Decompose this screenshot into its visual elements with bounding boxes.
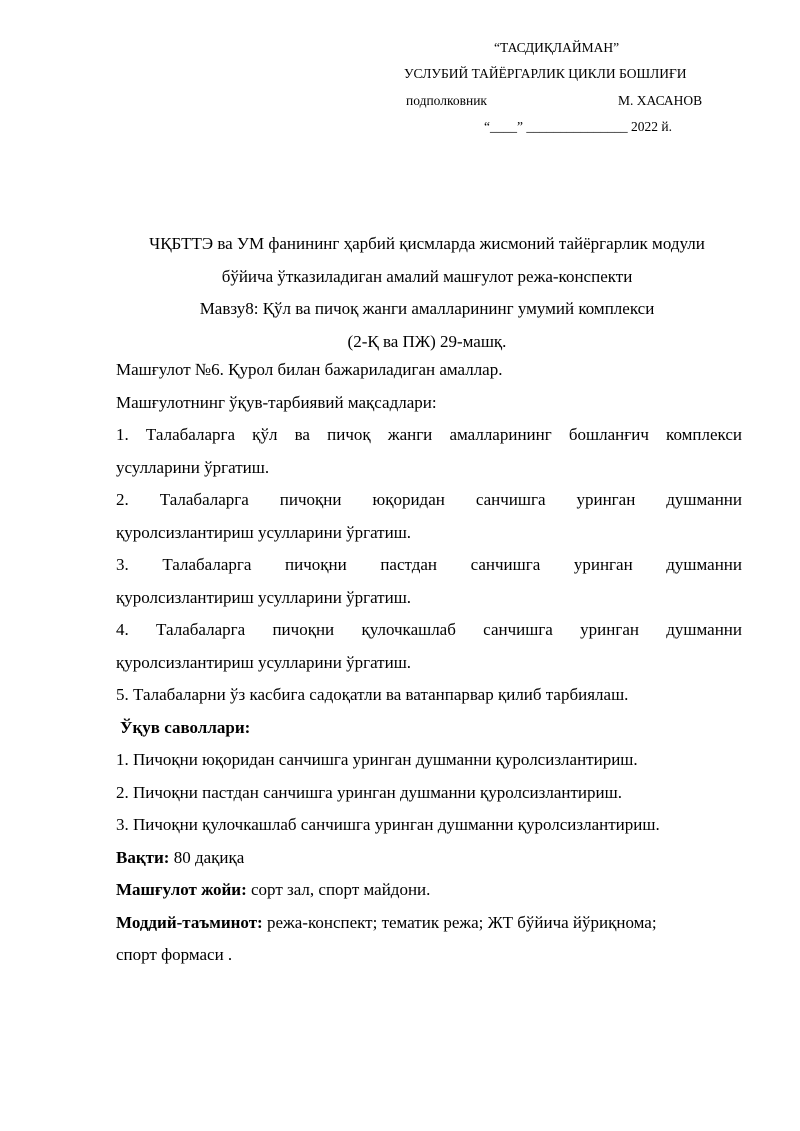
place-label: Машғулот жойи:: [116, 880, 247, 899]
goal-line: қуролсизлантириш усулларини ўргатиш.: [116, 652, 412, 672]
document-title: [112, 228, 742, 358]
goal-item-1: [116, 419, 742, 484]
approval-name: М. ХАСАНОВ: [618, 93, 703, 108]
approval-position: УСЛУБИЙ ТАЙЁРГАРЛИК ЦИКЛИ БОШЛИҒИ: [404, 66, 687, 81]
question-item: 2. Пичоқни пастдан санчишга уринган душманни қуролсизлантириш.: [116, 782, 622, 802]
goal-item-5: 5. Талабаларни ўз касбига садоқатли ва ватанпарвар қилиб тарбиялаш.: [116, 685, 629, 704]
questions-heading: Ўқув саволлари:: [120, 717, 251, 737]
goal-line: усулларини ўргатиш.: [116, 457, 270, 477]
resources-label: Моддий-таъминот:: [116, 912, 263, 932]
goal-line: 1. Талабаларга қўл ва пичоқ жанги амалларининг бошланғич комплекси: [116, 425, 742, 444]
place-row: [116, 874, 742, 907]
time-row: [116, 842, 742, 875]
approval-date: “____” _______________ 2022 й.: [484, 119, 672, 134]
resources-row-continued: спорт формаси .: [116, 945, 233, 964]
approval-title: “ТАСДИҚЛАЙМАН”: [494, 40, 620, 55]
goal-item-3: [116, 549, 742, 614]
goal-line: 2. Талабаларга пичоқни юқоридан санчишга уринган душманни: [116, 490, 742, 509]
question-item: 1. Пичоқни юқоридан санчишга уринган душманни қуролсизлантириш.: [116, 750, 638, 769]
title-line-4: (2-Қ ва ПЖ) 29-машқ.: [347, 331, 507, 351]
goal-line: 3. Талабаларга пичоқни пастдан санчишга уринган душманни: [116, 555, 742, 574]
title-line-3: Мавзу8: Қўл ва пичоқ жанги амалларининг умумий комплекси: [199, 299, 655, 318]
place-value: сорт зал, спорт майдони.: [246, 880, 431, 899]
time-value: 80 дақиқа: [169, 847, 245, 867]
approval-rank: подполковник: [406, 93, 487, 108]
goal-item-2: [116, 484, 742, 549]
goal-item-4: [116, 614, 742, 679]
resources-row: [116, 907, 742, 940]
title-line-1: ЧҚБТТЭ ва УМ фанининг ҳарбий қисмларда жисмоний тайёргарлик модули: [149, 234, 705, 253]
lesson-number: Машғулот №6. Қурол билан бажариладиган амаллар.: [116, 360, 503, 379]
resources-value: режа-конспект; тематик режа; ЖТ бўйича йўриқнома;: [262, 912, 657, 932]
question-item: 3. Пичоқни қулочкашлаб санчишга уринган душманни қуролсизлантириш.: [116, 815, 660, 834]
title-line-2: бўйича ўтказиладиган амалий машғулот режа-конспекти: [221, 266, 633, 286]
goal-line: 4. Талабаларга пичоқни қулочкашлаб санчишга уринган душманни: [116, 620, 742, 639]
goal-line: қуролсизлантириш усулларини ўргатиш.: [116, 522, 412, 542]
goal-line: қуролсизлантириш усулларини ўргатиш.: [116, 587, 412, 607]
time-label: Вақти:: [116, 847, 170, 867]
lesson-body: [116, 354, 742, 972]
goals-heading: Машғулотнинг ўқув-тарбиявий мақсадлари:: [116, 392, 437, 412]
